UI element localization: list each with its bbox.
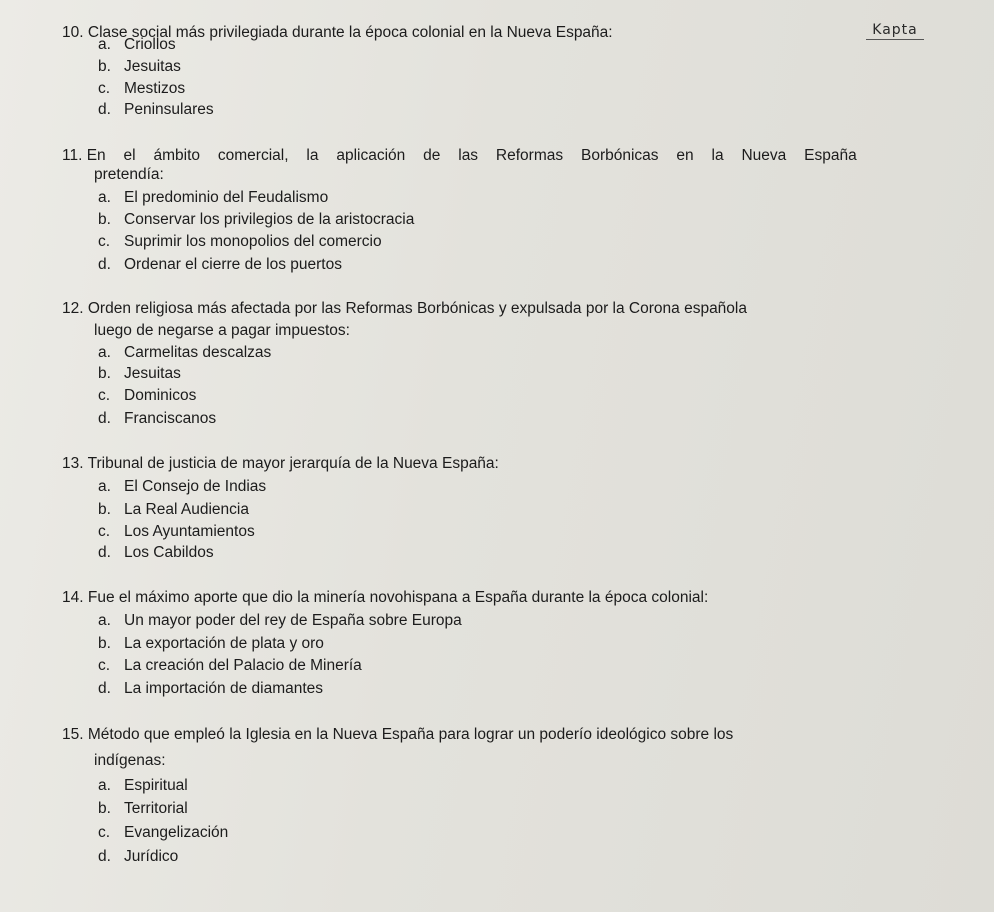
option-a xyxy=(98,343,271,363)
option-text: Jurídico xyxy=(124,848,179,865)
option-text: Franciscanos xyxy=(124,410,217,427)
option-text: Conservar los privilegios de la aristocracia xyxy=(124,211,415,228)
option-d xyxy=(98,100,214,120)
option-letter: d. xyxy=(98,544,111,561)
option-c xyxy=(98,823,228,843)
option-c xyxy=(98,232,382,252)
option-text: Un mayor poder del rey de España sobre Europa xyxy=(124,612,462,629)
option-letter: c. xyxy=(98,824,111,841)
option-b xyxy=(98,57,181,77)
question-number: 12. xyxy=(62,300,84,317)
option-text: Territorial xyxy=(124,800,188,817)
option-text: Evangelización xyxy=(124,824,229,841)
question-11-continuation: pretendía: xyxy=(94,166,164,183)
option-letter: c. xyxy=(98,233,111,250)
question-number: 15. xyxy=(62,726,84,743)
option-letter: b. xyxy=(98,800,111,817)
option-letter: a. xyxy=(98,344,111,361)
option-a xyxy=(98,477,266,497)
option-letter: b. xyxy=(98,58,111,75)
option-text: La creación del Palacio de Minería xyxy=(124,657,362,674)
option-text: La Real Audiencia xyxy=(124,501,249,518)
question-number: 10. xyxy=(62,24,84,41)
option-text: El predominio del Feudalismo xyxy=(124,189,329,206)
question-text: En el ámbito comercial, la aplicación de las Reformas Borbónicas en la Nueva España xyxy=(86,147,857,164)
option-c xyxy=(98,79,185,99)
question-number: 11. xyxy=(62,147,83,164)
option-text: Los Ayuntamientos xyxy=(124,523,255,540)
option-text: Los Cabildos xyxy=(124,544,214,561)
option-b xyxy=(98,799,188,819)
question-14-stem xyxy=(62,588,708,608)
option-a xyxy=(98,611,462,631)
question-13-stem xyxy=(62,454,499,474)
option-letter: d. xyxy=(98,680,111,697)
option-d xyxy=(98,679,323,699)
option-text: Criollos xyxy=(124,36,176,53)
option-text: Dominicos xyxy=(124,387,197,404)
option-letter: a. xyxy=(98,612,111,629)
option-letter: b. xyxy=(98,635,111,652)
option-letter: b. xyxy=(98,211,111,228)
option-b xyxy=(98,500,249,520)
question-11-stem xyxy=(62,146,857,166)
option-c xyxy=(98,386,196,406)
question-text: Fue el máximo aporte que dio la minería novohispana a España durante la época colonial: xyxy=(87,589,709,606)
option-b xyxy=(98,364,181,384)
option-letter: c. xyxy=(98,80,111,97)
option-a xyxy=(98,776,188,796)
option-text: Ordenar el cierre de los puertos xyxy=(124,256,342,273)
question-number: 14. xyxy=(62,589,84,606)
option-c xyxy=(98,522,255,542)
option-text: Mestizos xyxy=(124,80,186,97)
option-letter: d. xyxy=(98,848,111,865)
option-letter: a. xyxy=(98,478,111,495)
question-text: Orden religiosa más afectada por las Reformas Borbónicas y expulsada por la Corona española xyxy=(87,300,747,317)
watermark-underline xyxy=(866,39,924,40)
watermark-kapta xyxy=(866,22,924,40)
option-d xyxy=(98,847,178,867)
option-text: Carmelitas descalzas xyxy=(124,344,272,361)
option-text: La importación de diamantes xyxy=(124,680,324,697)
option-d xyxy=(98,409,216,429)
option-letter: c. xyxy=(98,657,111,674)
option-text: Suprimir los monopolios del comercio xyxy=(124,233,382,250)
option-d xyxy=(98,255,342,275)
option-letter: b. xyxy=(98,501,111,518)
question-number: 13. xyxy=(62,455,84,472)
option-text: Peninsulares xyxy=(124,101,214,118)
option-letter: d. xyxy=(98,256,111,273)
question-15-stem xyxy=(62,725,733,745)
question-12-stem xyxy=(62,299,747,319)
option-a xyxy=(98,35,176,55)
question-text: Tribunal de justicia de mayor jerarquía de la Nueva España: xyxy=(87,455,499,472)
option-letter: a. xyxy=(98,777,111,794)
option-text: Espiritual xyxy=(124,777,188,794)
option-letter: c. xyxy=(98,523,111,540)
option-b xyxy=(98,210,414,230)
watermark-text: Kapta xyxy=(872,22,918,38)
option-c xyxy=(98,656,362,676)
option-a xyxy=(98,188,328,208)
option-letter: d. xyxy=(98,410,111,427)
option-text: Jesuitas xyxy=(124,365,181,382)
option-letter: c. xyxy=(98,387,111,404)
question-12-continuation: luego de negarse a pagar impuestos: xyxy=(94,322,350,339)
question-text: Método que empleó la Iglesia en la Nueva España para lograr un poderío ideológico sobre los xyxy=(87,726,734,743)
option-b xyxy=(98,634,324,654)
option-letter: a. xyxy=(98,189,111,206)
question-15-continuation: indígenas: xyxy=(94,752,166,769)
option-letter: b. xyxy=(98,365,111,382)
option-letter: d. xyxy=(98,101,111,118)
option-text: El Consejo de Indias xyxy=(124,478,267,495)
option-d xyxy=(98,543,214,563)
option-letter: a. xyxy=(98,36,111,53)
question-text: Clase social más privilegiada durante la época colonial en la Nueva España: xyxy=(87,24,613,41)
option-text: Jesuitas xyxy=(124,58,181,75)
option-text: La exportación de plata y oro xyxy=(124,635,324,652)
